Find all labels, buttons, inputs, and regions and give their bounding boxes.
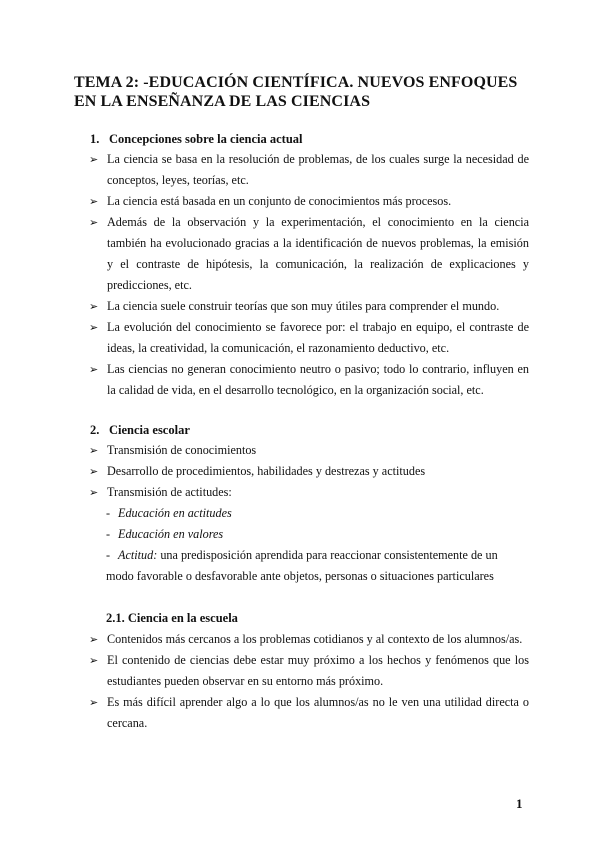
bullet-arrow-icon: ➢ (89, 633, 99, 646)
list-item: ➢ Las ciencias no generan conocimiento neutro o pasivo; todo lo contrario, influyen en la calidad de vida, en el desarrollo tecnológico, en la organización social, etc. (89, 359, 529, 401)
list-item: ➢ Desarrollo de procedimientos, habilidades y destrezas y actitudes (89, 461, 529, 482)
section-2-list (89, 440, 529, 503)
section-1-list (89, 149, 529, 401)
section-2-1-list (89, 629, 529, 734)
section-2-title: Ciencia escolar (109, 423, 190, 437)
bullet-arrow-icon: ➢ (89, 153, 99, 166)
section-1-heading (90, 130, 303, 148)
list-item: ➢ Es más difícil aprender algo a lo que los alumnos/as no le ven una utilidad directa o cercana. (89, 692, 529, 734)
bullet-arrow-icon: ➢ (89, 363, 99, 376)
sublist-item-actitudes: - Educación en actitudes (106, 506, 232, 520)
list-item: ➢ La evolución del conocimiento se favorece por: el trabajo en equipo, el contraste de ideas, la creatividad, la comunicación, el razonamiento deductivo, etc. (89, 317, 529, 359)
sublist-item-actitud-definition: - Actitud: una predisposición aprendida para reaccionar consistentemente de un (106, 548, 498, 562)
sublist-item-valores: - Educación en valores (106, 527, 224, 541)
list-item: ➢ La ciencia suele construir teorías que son muy útiles para comprender el mundo. (89, 296, 529, 317)
sublist-item-actitud-continuation: modo favorable o desfavorable ante objetos, personas o situaciones particulares (106, 569, 494, 583)
bullet-arrow-icon: ➢ (89, 465, 99, 478)
list-item: ➢ El contenido de ciencias debe estar muy próximo a los hechos y fenómenos que los estudiantes pueden observar en su entorno más próximo. (89, 650, 529, 692)
page-number: 1 (516, 796, 523, 811)
definition-text: una predisposición aprendida para reaccionar consistentemente de un (157, 548, 498, 562)
section-2-sublist (106, 503, 526, 587)
bullet-arrow-icon: ➢ (89, 486, 99, 499)
bullet-arrow-icon: ➢ (89, 696, 99, 709)
definition-term: Actitud: (118, 548, 158, 562)
document-title: TEMA 2: -EDUCACIÓN CIENTÍFICA. NUEVOS ENFOQUES EN LA ENSEÑANZA DE LAS CIENCIAS (74, 74, 518, 110)
bullet-arrow-icon: ➢ (89, 300, 99, 313)
bullet-arrow-icon: ➢ (89, 654, 99, 667)
section-1-number: 1. (90, 132, 100, 146)
section-2-number: 2. (90, 423, 100, 437)
list-item: ➢ La ciencia se basa en la resolución de problemas, de los cuales surge la necesidad de conceptos, leyes, teorías, etc. (89, 149, 529, 191)
bullet-arrow-icon: ➢ (89, 216, 99, 229)
list-item: ➢ La ciencia está basada en un conjunto de conocimientos más procesos. (89, 191, 529, 212)
list-item: ➢ Contenidos más cercanos a los problemas cotidianos y al contexto de los alumnos/as. (89, 629, 529, 650)
section-2-1-heading: 2.1. Ciencia en la escuela (106, 611, 238, 625)
section-2-heading (90, 421, 190, 439)
bullet-arrow-icon: ➢ (89, 195, 99, 208)
bullet-arrow-icon: ➢ (89, 444, 99, 457)
bullet-arrow-icon: ➢ (89, 321, 99, 334)
section-1-title: Concepciones sobre la ciencia actual (109, 132, 303, 146)
list-item: ➢ Transmisión de conocimientos (89, 440, 529, 461)
list-item: ➢ Transmisión de actitudes: (89, 482, 529, 503)
list-item: ➢ Además de la observación y la experimentación, el conocimiento en la ciencia también ha evolucionado gracias a la identificación de nuevos problemas, la emisión y el contraste de hipótesis, la comunicación, la realización de explicaciones y predicciones, etc. (89, 212, 529, 296)
